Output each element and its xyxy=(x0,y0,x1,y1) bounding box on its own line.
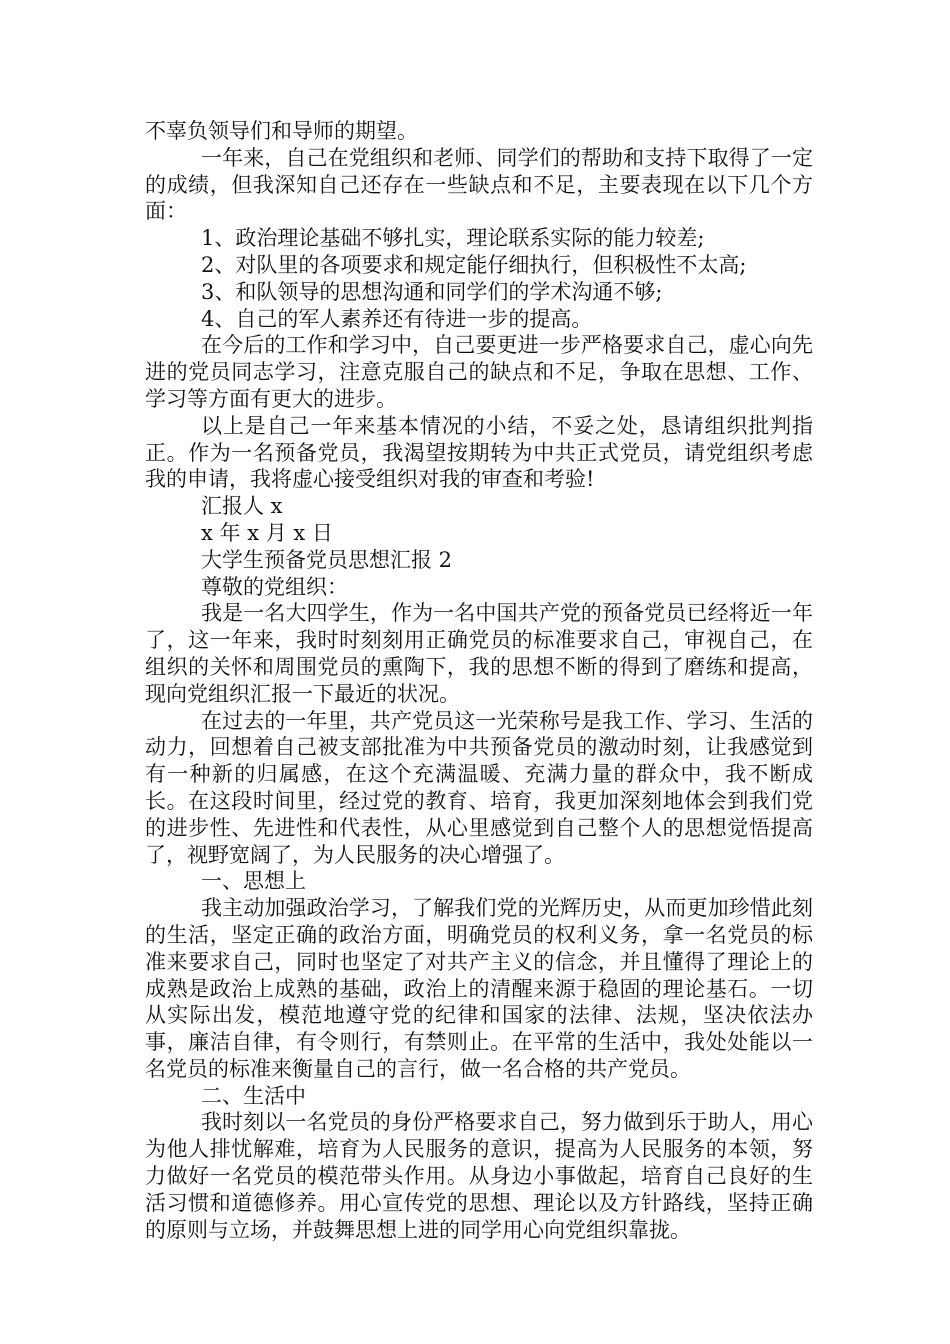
list-item-shortcoming-3: 3、和队领导的思想沟通和同学们的学术沟通不够; xyxy=(201,279,663,304)
section-title: 大学生预备党员思想汇报 2 xyxy=(201,547,453,572)
paragraph-past-year: 在过去的一年里，共产党员这一光荣称号是我工作、学习、生活的动力，回想着自己被支部批准为中共预备党员的激动时刻，让我感觉到有一种新的归属感，在这个充满温暖、充满力量的群众中，我不断成长。在这段时间里，经过党的教育、培育，我更加深刻地体会到我们党的进步性、先进性和代表性，从心里感觉到自己整个人的思想觉悟提高了，视野宽阔了，为人民服务的决心增强了。 xyxy=(145,708,813,867)
paragraph-closing-line: 不辜负领导们和导师的期望。 xyxy=(145,119,418,143)
report-date: x 年 x 月 x 日 xyxy=(201,520,333,545)
list-item-shortcoming-1: 1、政治理论基础不够扎实，理论联系实际的能力较差; xyxy=(201,226,705,251)
paragraph-conclusion: 以上是自己一年来基本情况的小结，不妥之处，恳请组织批判指正。作为一名预备党员，我渴望按期转为中共正式党员，请党组织考虑我的申请，我将虚心接受组织对我的审查和考验! xyxy=(145,413,813,492)
paragraph-future-plan: 在今后的工作和学习中，自己要更进一步严格要求自己，虚心向先进的党员同志学习，注意克服自己的缺点和不足，争取在思想、工作、学习等方面有更大的进步。 xyxy=(145,333,813,411)
paragraph-thought: 我主动加强政治学习，了解我们党的光辉历史，从而更加珍惜此刻的生活，坚定正确的政治方面，明确党员的权利义务，拿一名党员的标准来要求自己，同时也坚定了对共产主义的信念，并且懂得了理论上的成熟是政治上成熟的基础，政治上的清醒来源于稳固的理论基石。一切从实际出发，模范地遵守党的纪律和国家的法律、法规，坚决依法办事，廉洁自律，有令则行，有禁则止。在平常的生活中，我处处能以一名党员的标准来衡量自己的言行，做一名合格的共产党员。 xyxy=(145,896,813,1081)
paragraph-summary: 一年来，自己在党组织和老师、同学们的帮助和支持下取得了一定的成绩，但我深知自己还存在一些缺点和不足，主要表现在以下几个方面： xyxy=(145,145,813,224)
salutation: 尊敬的党组织： xyxy=(201,574,348,599)
heading-thought: 一、思想上 xyxy=(201,869,306,894)
paragraph-introduction: 我是一名大四学生，作为一名中国共产党的预备党员已经将近一年了，这一年来，我时时刻刻用正确党员的标准要求自己，审视自己，在组织的关怀和周围党员的熏陶下，我的思想不断的得到了磨练和提高，现向党组织汇报一下最近的状况。 xyxy=(145,601,813,706)
paragraph-life: 我时刻以一名党员的身份严格要求自己，努力做到乐于助人，用心为他人排忧解难，培育为人民服务的意识，提高为人民服务的本领，努力做好一名党员的模范带头作用。从身边小事做起，培育自己良好的生活习惯和道德修养。用心宣传党的思想、理论以及方针路线，坚持正确的原则与立场，并鼓舞思想上进的同学用心向党组织靠拢。 xyxy=(145,1110,813,1242)
list-item-shortcoming-2: 2、对队里的各项要求和规定能仔细执行，但积极性不太高; xyxy=(201,252,747,277)
list-item-shortcoming-4: 4、自己的军人素养还有待进一步的提高。 xyxy=(201,306,593,331)
document-body xyxy=(145,118,813,1243)
heading-life: 二、生活中 xyxy=(201,1083,306,1108)
reporter-signature: 汇报人 x xyxy=(201,494,283,519)
